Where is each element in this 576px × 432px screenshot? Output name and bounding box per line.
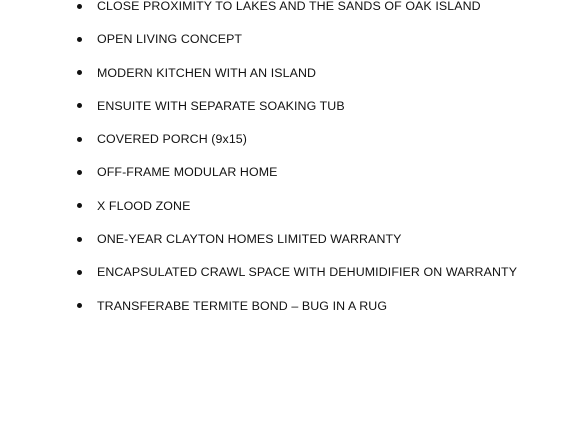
- feature-text: ONE-YEAR CLAYTON HOMES LIMITED WARRANTY: [97, 232, 402, 247]
- bullet-icon: [77, 170, 82, 175]
- bullet-icon: [77, 270, 82, 275]
- list-item: [0, 0, 576, 32]
- bullet-icon: [77, 70, 82, 75]
- list-item: [0, 265, 576, 298]
- bullet-icon: [77, 4, 82, 9]
- feature-text: COVERED PORCH (9x15): [97, 132, 248, 147]
- bullet-icon: [77, 303, 82, 308]
- feature-text: MODERN KITCHEN WITH AN ISLAND: [97, 65, 317, 80]
- bullet-icon: [77, 237, 82, 242]
- bullet-icon: [77, 137, 82, 142]
- list-item: [0, 132, 576, 165]
- feature-text: X FLOOD ZONE: [97, 198, 191, 213]
- list-item: [0, 66, 576, 99]
- list-item: [0, 32, 576, 65]
- feature-text: OPEN LIVING CONCEPT: [97, 32, 243, 47]
- feature-text: CLOSE PROXIMITY TO LAKES AND THE SANDS OF OAK ISLAND: [97, 0, 481, 13]
- list-item: [0, 299, 576, 332]
- feature-text: ENSUITE WITH SEPARATE SOAKING TUB: [97, 98, 345, 113]
- bullet-icon: [77, 203, 82, 208]
- bullet-icon: [77, 103, 82, 108]
- list-item: [0, 232, 576, 265]
- list-item: [0, 99, 576, 132]
- bullet-icon: [77, 37, 82, 42]
- feature-text: TRANSFERABE TERMITE BOND – BUG IN A RUG: [97, 298, 388, 313]
- list-item: [0, 165, 576, 198]
- feature-text: OFF-FRAME MODULAR HOME: [97, 165, 278, 180]
- feature-text: ENCAPSULATED CRAWL SPACE WITH DEHUMIDIFIER ON WARRANTY: [97, 265, 518, 280]
- list-item: [0, 199, 576, 232]
